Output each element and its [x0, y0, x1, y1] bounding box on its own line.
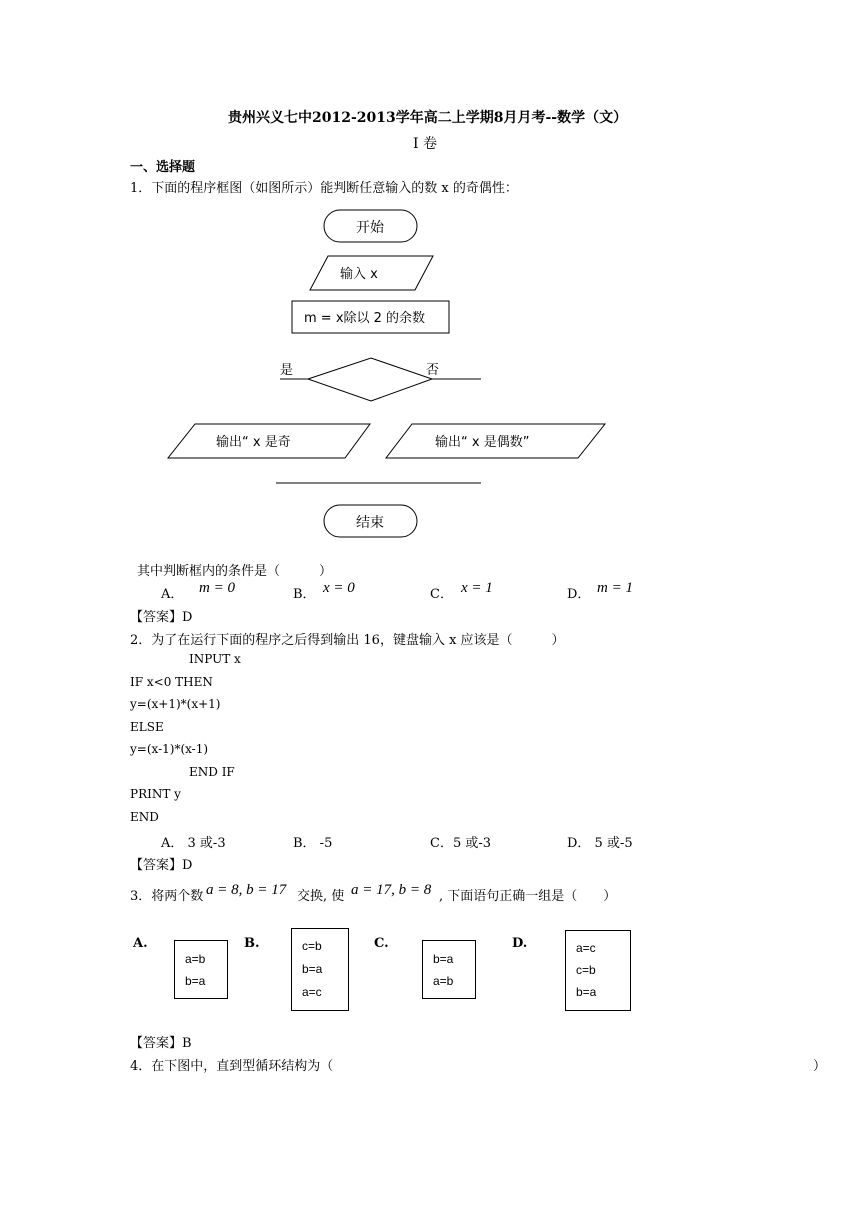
q3-box-b-line: b=a [302, 962, 323, 976]
flow-no-label: 否 [426, 363, 440, 378]
q3-box-b-line: c=b [302, 939, 322, 953]
q1-option-d-value: m = 1 [597, 580, 633, 596]
q2-code-line: END IF [189, 765, 235, 779]
q1-option-b-value: x = 0 [323, 580, 355, 596]
q2-option-d: D． 5 或-5 [567, 836, 633, 851]
q3-box-a-line: a=b [185, 952, 206, 966]
q3-box-b-line: a=c [302, 985, 322, 999]
q3-stem-math-1: a = 8, b = 17 [206, 882, 287, 898]
q3-box-d-line: b=a [576, 985, 597, 999]
q2-code-line: PRINT y [130, 787, 181, 801]
flow-yes-label: 是 [280, 363, 294, 378]
q3-box-d-line: c=b [576, 963, 596, 977]
flow-process-label: m = x除以 2 的余数 [304, 311, 426, 326]
q3-box-c-line: b=a [433, 952, 454, 966]
q2-option-b: B． -5 [293, 836, 333, 851]
q2-code-line: END [130, 810, 159, 824]
q3-stem-math-2: a = 17, b = 8 [351, 882, 432, 898]
q3-box-c [422, 940, 476, 999]
q3-box-d-line: a=c [576, 941, 596, 955]
q2-answer: 【答案】D [130, 858, 193, 873]
q2-code-line: INPUT x [189, 652, 241, 666]
flow-decision-node [308, 358, 432, 401]
q3-stem-pre: 3．将两个数 [130, 889, 204, 904]
q3-stem-mid: 交换, 使 [297, 889, 345, 904]
volume-label: I 卷 [413, 136, 437, 152]
q3-label-a: A. [133, 936, 148, 951]
q1-option-d-label: D． [567, 587, 591, 602]
q2-stem: 2．为了在运行下面的程序之后得到输出 16，键盘输入 x 应该是（ ） [130, 633, 565, 648]
q2-code-line: y=(x-1)*(x-1) [130, 742, 209, 756]
q3-box-a [174, 940, 228, 999]
q2-option-a: A． 3 或-3 [161, 836, 226, 851]
q1-stem: 1．下面的程序框图（如图所示）能判断任意输入的数 x 的奇偶性： [130, 181, 518, 196]
q4-close-paren: ） [813, 1059, 827, 1074]
q1-option-a-value: m = 0 [199, 580, 235, 596]
q1-option-a-label: A． [161, 587, 184, 602]
q3-box-b [291, 928, 349, 1011]
q2-code-line: IF x<0 THEN [130, 675, 213, 689]
flow-input-label: 输入 x [340, 267, 378, 282]
q4-stem: 4．在下图中，直到型循环结构为（ [130, 1059, 334, 1074]
q3-box-d [565, 930, 631, 1011]
q2-option-c: C．5 或-3 [430, 836, 492, 851]
q1-option-c-label: C． [430, 587, 453, 602]
q1-option-c-value: x = 1 [461, 580, 493, 596]
document-title: 贵州兴义七中2012-2013学年高二上学期8月月考--数学（文） [228, 110, 628, 126]
q1-option-b-label: B． [293, 587, 316, 602]
q1-answer: 【答案】D [130, 610, 193, 625]
flow-output-odd-label: 输出“ x 是奇 [216, 435, 291, 450]
q2-code-line: ELSE [130, 720, 164, 734]
q3-label-c: C. [374, 936, 389, 951]
flow-output-even-label: 输出“ x 是偶数” [435, 435, 530, 450]
flow-start-label: 开始 [356, 220, 384, 236]
section-heading: 一、选择题 [130, 160, 196, 175]
flow-end-label: 结束 [356, 515, 384, 531]
q1-prompt: 其中判断框内的条件是（ ） [137, 564, 333, 579]
q3-label-b: B. [244, 936, 260, 951]
q3-answer: 【答案】B [130, 1036, 192, 1051]
q3-box-c-line: a=b [433, 974, 454, 988]
q3-label-d: D. [512, 936, 528, 951]
q1-flowchart [160, 200, 620, 550]
q3-stem-post: , 下面语句正确一组是（ ） [439, 889, 617, 904]
q3-box-a-line: b=a [185, 974, 206, 988]
q2-code-line: y=(x+1)*(x+1) [130, 697, 221, 711]
